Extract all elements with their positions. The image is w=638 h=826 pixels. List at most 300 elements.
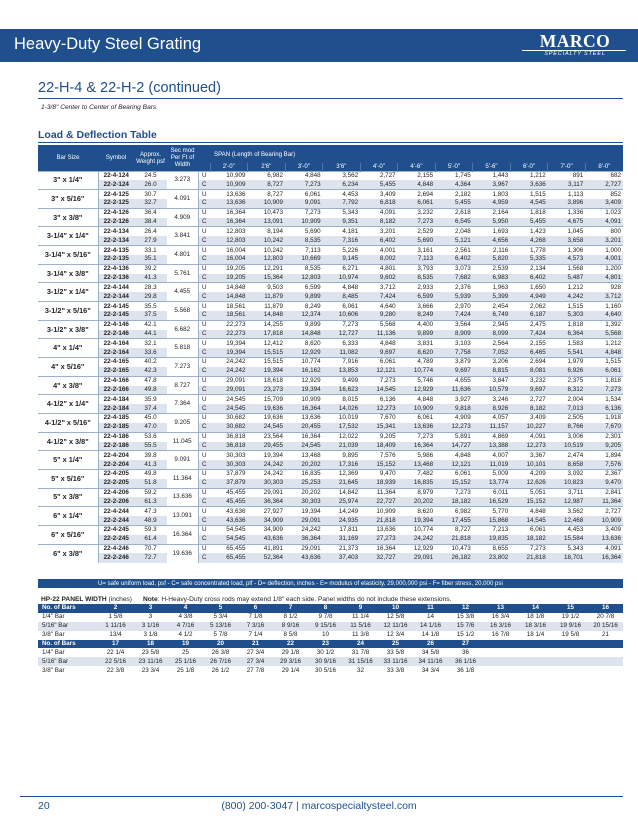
load-value-cell: 14,727 — [435, 442, 473, 451]
load-value-cell: 10,774 — [398, 525, 436, 534]
panel-bar-label: 1/4" Bar — [42, 613, 65, 621]
load-value-cell: 7,052 — [473, 348, 511, 357]
load-value-cell: 20,202 — [285, 488, 323, 497]
section-modulus-cell: 5.568 — [167, 302, 198, 321]
symbol-cell: 22-4-186 — [98, 432, 134, 441]
panel-bar-label: 3/8" Bar — [42, 631, 65, 639]
load-value-cell: 2,694 — [510, 358, 548, 367]
load-value-cell: 4,789 — [398, 358, 436, 367]
load-value-cell: 6,061 — [323, 302, 361, 311]
load-value-cell: 11,879 — [248, 292, 286, 301]
load-value-cell: 10,909 — [210, 171, 248, 180]
load-value-cell: 1,778 — [510, 246, 548, 255]
section-modulus-cell: 3.841 — [167, 227, 198, 246]
load-value-cell: 2,155 — [510, 339, 548, 348]
load-value-cell: 2,048 — [435, 227, 473, 236]
load-value-cell: 9,205 — [360, 432, 398, 441]
load-value-cell: 1,212 — [548, 283, 586, 292]
panel-width-cell: 9 15/16 — [308, 622, 343, 631]
load-value-cell: 12,022 — [323, 432, 361, 441]
load-value-cell: 6,061 — [435, 470, 473, 479]
panel-width-cell: 25 1/8 — [176, 666, 195, 674]
weight-cell: 55.5 — [134, 442, 167, 451]
panel-width-cell: 26 7/16 — [203, 657, 238, 666]
load-type-cell: U — [198, 358, 210, 367]
panel-bar-count — [588, 640, 623, 649]
load-value-cell: 5,343 — [548, 544, 586, 553]
panel-width-cell: 8 5/8 — [283, 631, 298, 639]
panel-bar-count: 19 — [168, 640, 203, 649]
load-value-cell: 13,853 — [323, 367, 361, 376]
load-value-cell: 4,209 — [510, 470, 548, 479]
section-modulus-cell: 5.761 — [167, 264, 198, 283]
panel-width-cell: 19 9/16 — [553, 622, 588, 631]
load-value-cell: 22,273 — [210, 330, 248, 339]
table-row — [38, 246, 623, 255]
symbol-cell: 22-2-245 — [98, 535, 134, 544]
load-value-cell: 9,602 — [360, 274, 398, 283]
load-type-cell: U — [198, 320, 210, 329]
load-value-cell: 29,091 — [248, 488, 286, 497]
load-value-cell: 10,909 — [285, 218, 323, 227]
panel-bar-count: 14 — [518, 604, 553, 613]
panel-width-table — [38, 604, 623, 675]
load-value-cell: 54,545 — [210, 525, 248, 534]
load-value-cell: 6,136 — [585, 404, 623, 413]
panel-heading-unit: (inches) — [108, 596, 132, 603]
load-value-cell: 5,986 — [398, 451, 436, 460]
symbol-cell: 22-4-245 — [98, 525, 134, 534]
panel-bar-count: 9 — [343, 604, 378, 613]
load-value-cell: 5,455 — [510, 218, 548, 227]
load-value-cell: 1,045 — [548, 227, 586, 236]
weight-cell: 47.3 — [134, 507, 167, 516]
load-value-cell: 2,505 — [548, 414, 586, 423]
load-type-cell: C — [198, 274, 210, 283]
load-value-cell: 16,364 — [210, 208, 248, 217]
panel-width-cell: 15 1/2 — [456, 631, 475, 639]
load-value-cell: 52,364 — [248, 553, 286, 562]
panel-width-cell: 12 5/8 — [386, 613, 405, 621]
load-value-cell: 7,013 — [548, 404, 586, 413]
load-value-cell: 2,539 — [473, 264, 511, 273]
load-value-cell: 852 — [585, 190, 623, 199]
span-header-cell: 7'-0" — [548, 163, 586, 171]
load-value-cell: 10,473 — [248, 208, 286, 217]
load-value-cell: 12,291 — [248, 264, 286, 273]
load-type-cell: U — [198, 190, 210, 199]
header-load-type — [198, 145, 210, 171]
load-value-cell: 19,205 — [210, 274, 248, 283]
load-value-cell: 24,545 — [248, 423, 286, 432]
load-value-cell: 4,848 — [285, 171, 323, 180]
load-value-cell: 65,455 — [210, 553, 248, 562]
symbol-cell: 22-2-125 — [98, 199, 134, 208]
load-value-cell: 2,529 — [398, 227, 436, 236]
load-value-cell: 8,015 — [323, 395, 361, 404]
weight-cell: 45.0 — [134, 414, 167, 423]
table-row — [38, 451, 623, 460]
load-value-cell: 24,545 — [210, 395, 248, 404]
load-value-cell: 5,939 — [435, 292, 473, 301]
load-value-cell: 12,929 — [398, 386, 436, 395]
weight-cell: 36.4 — [134, 208, 167, 217]
load-value-cell: 23,564 — [248, 432, 286, 441]
panel-width-cell: 27 3/4 — [238, 657, 273, 666]
load-value-cell: 6,402 — [510, 274, 548, 283]
table-row — [38, 320, 623, 329]
panel-width-cell — [483, 648, 518, 657]
panel-width-cell: 29 1/8 — [281, 648, 300, 656]
panel-note-label: Note — [143, 596, 158, 603]
load-value-cell: 8,620 — [398, 348, 436, 357]
load-value-cell: 4,656 — [473, 236, 511, 245]
load-value-cell: 4,959 — [473, 199, 511, 208]
panel-width-cell: 23 3/4 — [141, 666, 160, 674]
table-row — [38, 330, 623, 339]
table-row — [38, 190, 623, 199]
symbol-cell: 22-2-165 — [98, 367, 134, 376]
symbol-cell: 22-4-134 — [98, 227, 134, 236]
load-value-cell: 24,242 — [248, 460, 286, 469]
subtitle-divider — [38, 98, 623, 99]
panel-bar-count: 11 — [413, 604, 448, 613]
load-value-cell: 11,879 — [248, 302, 286, 311]
load-value-cell: 3,562 — [323, 171, 361, 180]
panel-bar-count: 16 — [588, 604, 623, 613]
load-value-cell: 4,400 — [398, 320, 436, 329]
load-value-cell: 2,475 — [510, 320, 548, 329]
load-value-cell: 11,636 — [435, 386, 473, 395]
table-row — [38, 553, 623, 562]
load-value-cell: 7,576 — [585, 460, 623, 469]
panel-width-cell: 18 3/16 — [518, 622, 553, 631]
load-value-cell: 7,576 — [360, 451, 398, 460]
load-value-cell: 11,364 — [360, 488, 398, 497]
load-value-cell: 1,650 — [510, 283, 548, 292]
load-value-cell: 16,364 — [398, 442, 436, 451]
bar-size-cell: 5" x 1/4" — [38, 451, 98, 470]
table-row — [38, 236, 623, 245]
panel-width-cell: 32 — [356, 666, 364, 674]
bar-size-cell: 4-1/2" x 3/8" — [38, 432, 98, 451]
section-modulus-cell: 4.909 — [167, 208, 198, 227]
section-modulus-cell: 7.364 — [167, 395, 198, 414]
panel-width-cell: 30 9/16 — [308, 657, 343, 666]
load-value-cell: 4,848 — [323, 283, 361, 292]
section-modulus-cell: 11.045 — [167, 432, 198, 451]
load-value-cell: 16,364 — [585, 553, 623, 562]
panel-width-cell: 36 — [461, 648, 469, 656]
load-value-cell: 15,152 — [510, 497, 548, 506]
section-modulus-cell: 19.636 — [167, 544, 198, 563]
panel-width-cell: 15 7/6 — [448, 622, 483, 631]
load-value-cell: 6,926 — [548, 367, 586, 376]
load-value-cell: 6,187 — [510, 311, 548, 320]
weight-cell: 49.8 — [134, 386, 167, 395]
load-value-cell: 7,273 — [285, 180, 323, 189]
load-value-cell: 14,026 — [323, 404, 361, 413]
load-value-cell: 7,792 — [323, 199, 361, 208]
load-value-cell: 19,394 — [285, 386, 323, 395]
load-value-cell: 7,273 — [398, 432, 436, 441]
panel-count-label: No. of Bars — [38, 640, 98, 649]
load-value-cell: 18,182 — [510, 535, 548, 544]
table-row — [38, 432, 623, 441]
load-value-cell: 4,869 — [473, 432, 511, 441]
load-value-cell: 4,848 — [435, 451, 473, 460]
symbol-cell: 22-4-184 — [98, 395, 134, 404]
load-value-cell: 3,103 — [435, 339, 473, 348]
table-row — [38, 386, 623, 395]
load-value-cell: 4,091 — [585, 544, 623, 553]
header-span: SPAN (Length of Bearing Bar) — [210, 145, 623, 163]
load-value-cell: 12,121 — [435, 460, 473, 469]
load-value-cell: 15,341 — [360, 423, 398, 432]
load-value-cell: 1,200 — [585, 264, 623, 273]
weight-cell: 40.2 — [134, 358, 167, 367]
load-value-cell: 9,895 — [323, 451, 361, 460]
load-value-cell: 10,909 — [360, 507, 398, 516]
load-value-cell: 1,113 — [548, 190, 586, 199]
panel-bar-count: 8 — [308, 604, 343, 613]
weight-cell: 26.4 — [134, 227, 167, 236]
panel-width-cell: 10 — [321, 631, 329, 639]
load-value-cell: 15,152 — [360, 460, 398, 469]
spacing-note: 1-3/8" Center to Center of Bearing Bars — [41, 104, 157, 111]
weight-cell: 35.9 — [134, 395, 167, 404]
load-value-cell: 4,573 — [548, 255, 586, 264]
load-value-cell: 1,818 — [585, 376, 623, 385]
load-value-cell: 12,929 — [285, 376, 323, 385]
load-value-cell: 19,394 — [210, 339, 248, 348]
panel-bar-count: 3 — [133, 604, 168, 613]
panel-width-cell: 16 3/4 — [491, 613, 510, 621]
load-value-cell: 5,891 — [435, 432, 473, 441]
load-value-cell: 2,182 — [435, 190, 473, 199]
weight-cell: 61.4 — [134, 535, 167, 544]
load-value-cell: 4,801 — [585, 274, 623, 283]
load-value-cell: 8,182 — [360, 218, 398, 227]
load-value-cell: 19,394 — [285, 507, 323, 516]
load-value-cell: 15,364 — [248, 274, 286, 283]
load-value-cell: 7,670 — [360, 414, 398, 423]
load-type-cell: U — [198, 264, 210, 273]
panel-width-cell: 34 11/16 — [413, 657, 448, 666]
load-type-cell: C — [198, 386, 210, 395]
load-value-cell: 2,375 — [548, 376, 586, 385]
load-value-cell: 24,545 — [210, 404, 248, 413]
table-row — [38, 395, 623, 404]
load-type-cell: C — [198, 497, 210, 506]
table-row — [38, 358, 623, 367]
load-type-cell: U — [198, 525, 210, 534]
load-value-cell: 14,545 — [510, 516, 548, 525]
load-type-cell: C — [198, 516, 210, 525]
load-value-cell: 8,194 — [248, 227, 286, 236]
load-value-cell: 5,051 — [510, 488, 548, 497]
table-legend: U= safe uniform load, psf - C= safe concentrated load, plf - D= deflection, inches - E= modulus of elasticity, 29,000,000 psi - F= fiber stress, 20,000 psi — [38, 579, 623, 588]
load-value-cell: 3,201 — [585, 236, 623, 245]
panel-bar-count: 21 — [238, 640, 273, 649]
section-modulus-cell: 8.727 — [167, 376, 198, 395]
load-type-cell: C — [198, 218, 210, 227]
panel-width-cell: 26 1/2 — [211, 666, 230, 674]
load-value-cell: 6,749 — [473, 311, 511, 320]
load-value-cell: 7,424 — [435, 311, 473, 320]
span-header-cell: 4'-6" — [398, 163, 436, 171]
load-type-cell: U — [198, 339, 210, 348]
span-header-cell: 6'-0" — [510, 163, 548, 171]
panel-width-cell: 26 3/8 — [211, 648, 230, 656]
load-value-cell: 21,818 — [360, 516, 398, 525]
panel-width-cell: 22 3/8 — [106, 666, 125, 674]
load-value-cell: 24,242 — [248, 470, 286, 479]
load-value-cell: 6,061 — [285, 190, 323, 199]
symbol-cell: 22-2-126 — [98, 218, 134, 227]
load-value-cell: 13,636 — [285, 414, 323, 423]
bar-size-cell: 5" x 3/8" — [38, 488, 98, 507]
weight-cell: 37.5 — [134, 311, 167, 320]
panel-width-cell — [518, 666, 553, 675]
load-value-cell: 5,487 — [548, 274, 586, 283]
panel-bar-count: 4 — [168, 604, 203, 613]
load-type-cell: U — [198, 395, 210, 404]
panel-bar-count: 22 — [273, 640, 308, 649]
load-value-cell: 20,202 — [285, 460, 323, 469]
panel-bar-count: 25 — [378, 640, 413, 649]
load-value-cell: 16,364 — [285, 404, 323, 413]
load-value-cell: 21,818 — [510, 553, 548, 562]
load-value-cell: 18,701 — [548, 553, 586, 562]
load-value-cell: 16,364 — [210, 218, 248, 227]
weight-cell: 35.5 — [134, 302, 167, 311]
load-value-cell: 25,974 — [323, 497, 361, 506]
table-row — [38, 199, 623, 208]
table-row — [38, 470, 623, 479]
table-row — [38, 311, 623, 320]
panel-width-cell: 14 1/16 — [413, 622, 448, 631]
panel-width-cell: 11 5/16 — [343, 622, 378, 631]
panel-count-row — [38, 604, 623, 613]
table-row — [38, 255, 623, 264]
load-value-cell: 9,899 — [285, 320, 323, 329]
panel-width-cell: 22 1/4 — [106, 648, 125, 656]
panel-bar-count — [483, 640, 518, 649]
panel-bar-label: 5/16" Bar — [38, 657, 98, 666]
load-value-cell: 4,268 — [510, 236, 548, 245]
panel-width-cell: 13/4 — [109, 631, 122, 639]
load-value-cell: 3,711 — [548, 488, 586, 497]
panel-width-cell: 11 3/8 — [351, 631, 370, 639]
load-value-cell: 1,963 — [473, 283, 511, 292]
load-value-cell: 6,402 — [435, 255, 473, 264]
load-value-cell: 10,019 — [323, 414, 361, 423]
load-value-cell: 3,847 — [473, 376, 511, 385]
load-value-cell: 8,099 — [473, 330, 511, 339]
symbol-cell: 22-2-136 — [98, 274, 134, 283]
load-value-cell: 2,727 — [585, 507, 623, 516]
panel-bar-count: 12 — [448, 604, 483, 613]
load-value-cell: 18,561 — [210, 311, 248, 320]
load-value-cell: 6,234 — [323, 180, 361, 189]
load-type-cell: U — [198, 283, 210, 292]
load-value-cell: 19,394 — [398, 516, 436, 525]
load-value-cell: 2,727 — [585, 180, 623, 189]
load-value-cell: 30,303 — [285, 497, 323, 506]
load-value-cell: 29,091 — [285, 544, 323, 553]
panel-width-cell: 20 7/8 — [596, 613, 615, 621]
load-value-cell: 10,774 — [398, 367, 436, 376]
load-value-cell: 5,820 — [473, 255, 511, 264]
panel-width-cell: 7 3/16 — [238, 622, 273, 631]
section-subtitle: 22-H-4 & 22-H-2 (continued) — [38, 80, 221, 96]
load-value-cell: 43,636 — [248, 535, 286, 544]
load-value-cell: 25,253 — [285, 479, 323, 488]
panel-width-cell: 18 1/8 — [526, 613, 545, 621]
table-row — [38, 507, 623, 516]
load-value-cell: 1,568 — [548, 264, 586, 273]
load-value-cell: 5,009 — [473, 470, 511, 479]
table-row — [38, 423, 623, 432]
weight-cell: 59.2 — [134, 488, 167, 497]
load-value-cell: 12,121 — [360, 367, 398, 376]
panel-width-cell: 15 3/8 — [456, 613, 475, 621]
load-value-cell: 5,226 — [323, 246, 361, 255]
load-value-cell: 14,545 — [360, 386, 398, 395]
load-value-cell: 1,023 — [585, 208, 623, 217]
load-value-cell: 7,113 — [285, 246, 323, 255]
panel-count-row — [38, 640, 623, 649]
footer-divider — [20, 796, 623, 797]
load-value-cell: 30,682 — [210, 414, 248, 423]
load-value-cell: 36,364 — [248, 497, 286, 506]
table-row — [38, 367, 623, 376]
load-value-cell: 7,273 — [435, 488, 473, 497]
section-modulus-cell: 9.091 — [167, 451, 198, 470]
load-value-cell: 2,454 — [473, 302, 511, 311]
symbol-cell: 22-4-136 — [98, 264, 134, 273]
load-type-cell: C — [198, 553, 210, 562]
load-value-cell: 10,823 — [548, 479, 586, 488]
load-value-cell: 4,181 — [323, 227, 361, 236]
load-value-cell: 30,682 — [210, 423, 248, 432]
symbol-cell: 22-2-244 — [98, 516, 134, 525]
load-value-cell: 6,545 — [435, 218, 473, 227]
load-value-cell: 8,620 — [398, 507, 436, 516]
load-value-cell: 3,896 — [548, 199, 586, 208]
load-type-cell: U — [198, 488, 210, 497]
load-value-cell: 9,470 — [360, 470, 398, 479]
load-value-cell: 36,364 — [285, 535, 323, 544]
load-type-cell: C — [198, 292, 210, 301]
load-type-cell: U — [198, 507, 210, 516]
load-value-cell: 10,473 — [435, 544, 473, 553]
load-value-cell: 15,709 — [248, 395, 286, 404]
bar-size-cell: 4" x 5/16" — [38, 358, 98, 377]
load-value-cell: 12,727 — [323, 330, 361, 339]
load-table-title: Load & Deflection Table — [38, 129, 157, 141]
load-value-cell: 15,584 — [548, 535, 586, 544]
symbol-cell: 22-4-144 — [98, 283, 134, 292]
load-value-cell: 2,727 — [360, 171, 398, 180]
load-value-cell: 27,927 — [248, 507, 286, 516]
load-value-cell: 2,727 — [510, 395, 548, 404]
load-value-cell: 10,606 — [323, 311, 361, 320]
load-value-cell: 14,848 — [248, 311, 286, 320]
load-value-cell: 7,273 — [510, 544, 548, 553]
load-value-cell: 16,835 — [398, 479, 436, 488]
